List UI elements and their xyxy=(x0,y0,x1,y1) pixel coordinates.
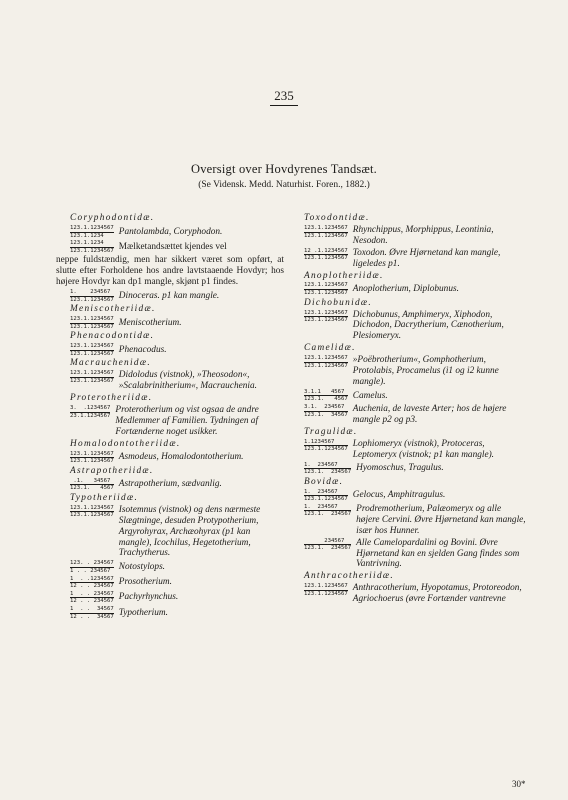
dental-formula-row xyxy=(56,576,284,590)
dental-formula-row xyxy=(290,583,526,605)
genus-list: Dichobunus, Amphimeryx, Xiphodon, Dichodon, Dacrytherium, Cænotherium, Plesiomeryx. xyxy=(352,309,504,342)
dental-formula: 123.1.1234567 123.1.1234567 xyxy=(304,309,348,324)
dental-formula: 3.1. 234567 123.1. 34567 xyxy=(304,404,348,418)
dental-formula-row xyxy=(56,505,284,560)
genus-list: Isotemnus (vistnok) og dens nærmeste Slægtninge, desuden Protypotherium, Argyrohyrax, Archæohyrax (p1 kan mangle), Icochilus, Hegetotherium, Trachytherus. xyxy=(118,504,261,559)
dental-formula: 3.1.1 4567 123.1. 4567 xyxy=(304,388,348,403)
genus-list: Gelocus, Amphitragulus. xyxy=(352,490,446,501)
genus-list: »Poëbrotherium«, Gomphotherium, Protolabis, Procamelus (i1 og i2 kunne mangle). xyxy=(352,355,499,387)
dental-formula-row xyxy=(56,591,284,605)
family-heading: Homalodontotheriidæ. xyxy=(70,438,181,449)
dental-formula: 1. 234567 123.1. 234567 xyxy=(304,461,352,476)
family-heading: Coryphodontidæ. xyxy=(70,213,155,223)
genus-list: Didolodus (vistnok), »Theosodon«, »Scalabrinitherium«, Macrauchenia. xyxy=(118,370,257,392)
dental-formula: 123. . 234567 1 . . 234567 xyxy=(70,560,114,574)
dental-formula-row xyxy=(290,489,526,503)
family-heading: Dichobunidæ. xyxy=(304,297,373,308)
family-heading: Astrapotheriidæ. xyxy=(70,465,154,476)
genus-list: Phenacodus. xyxy=(118,344,167,355)
page-title: Oversigt over Hovdyrenes Tandsæt. xyxy=(190,162,378,176)
dental-formula: 123.1.1234567 123.1.1234567 xyxy=(304,282,348,297)
dental-formula-row xyxy=(290,504,526,537)
genus-list: Hyomoschus, Tragulus. xyxy=(356,463,444,474)
right-column xyxy=(290,212,526,606)
dental-formula-row xyxy=(290,310,526,343)
dental-formula: 1.1234567 123.1.1234567 xyxy=(304,438,348,453)
genus-list: Camelus. xyxy=(352,390,388,401)
dental-formula-row xyxy=(290,248,526,270)
family-heading: Macrauchenidæ. xyxy=(70,358,151,369)
genus-list: Auchenia, de laveste Arter; hos de højere mangle p2 og p3. xyxy=(352,404,507,425)
dental-formula-row xyxy=(290,282,526,296)
dental-formula-row xyxy=(290,225,526,247)
dental-formula-row xyxy=(56,405,284,438)
genus-list: Pantolambda, Coryphodon. xyxy=(118,226,223,237)
dental-formula-row xyxy=(290,355,526,388)
dental-formula-row xyxy=(56,606,284,620)
genus-list: Dinoceras. p1 kan mangle. xyxy=(118,290,220,301)
family-heading: Typotheriidæ. xyxy=(70,492,139,503)
family-heading: Proterotheriidæ. xyxy=(70,393,153,404)
dental-formula: 123.1.1234567 123.1.1234567 xyxy=(70,370,114,384)
dental-formula: 1. 234567 123.1.1234567 xyxy=(304,488,348,503)
dental-formula: 12 .1.1234567 123.1.1234567 xyxy=(304,247,348,262)
genus-list: Notostylops. xyxy=(118,561,166,572)
family-heading: Meniscotheriidæ. xyxy=(70,304,156,315)
family-heading: Bovidæ. xyxy=(304,476,344,487)
genus-list: Pachyrhynchus. xyxy=(118,592,179,603)
dental-formula-row xyxy=(56,451,284,465)
family-heading: Phenacodontidæ. xyxy=(70,331,155,342)
dental-formula: 123.1.1234567 123.1.1234567 xyxy=(304,224,348,239)
family-heading: Camelidæ. xyxy=(304,343,356,354)
dental-formula: 123.1.1234567 123.1.1234567 xyxy=(304,583,348,597)
genus-list: Anoplotherium, Diplobunus. xyxy=(352,284,459,295)
dental-formula: 123.1.1234567 123.1.1234 xyxy=(70,224,114,239)
genus-list: Lophiomeryx (vistnok), Protoceras, Leptomeryx (vistnok; p1 kan mangle). xyxy=(352,438,495,460)
genus-list: Rhynchippus, Morphippus, Leontinia, Nesodon. xyxy=(352,224,494,246)
dental-formula-row xyxy=(56,240,284,254)
dental-formula: 1 . . 34567 12 . . 34567 xyxy=(70,605,114,620)
genus-list: Prodremotherium, Palæomeryx og alle højere Cervini. Øvre Hjørnetand kan mangle, især hos Hunner. xyxy=(356,503,526,536)
genus-list: Proterotherium og vist ogsaa de andre Medlemmer af Familien. Tydningen af Fortænderne noget usikker. xyxy=(115,405,259,437)
family-heading: Tragulidæ. xyxy=(304,426,358,437)
family-heading: Toxodontidæ. xyxy=(304,213,370,223)
dental-formula-row xyxy=(56,478,284,492)
left-column xyxy=(56,212,284,621)
genus-list: Typotherium. xyxy=(118,607,168,618)
genus-list: Asmodeus, Homalodontotherium. xyxy=(118,452,244,463)
dental-formula: 234567 123.1. 234567 xyxy=(304,537,352,552)
dental-formula: 123.1.1234567 123.1.1234567 xyxy=(70,316,114,330)
dental-formula: 1 . .1234567 12 . . 234567 xyxy=(70,575,114,590)
dental-formula: 123.1.1234567 123.1.1234567 xyxy=(70,343,114,357)
dental-formula-row xyxy=(56,289,284,303)
dental-formula-row xyxy=(56,560,284,574)
dental-formula-row xyxy=(56,316,284,330)
genus-list: Anthracotherium, Hyopotamus, Protoreodon, Agriochoerus (øvre Fortænder vantrevne xyxy=(352,583,522,605)
dental-formula-row xyxy=(56,225,284,239)
dental-formula: 123.1.1234567 123.1.1234567 xyxy=(70,450,114,465)
genus-list: Astrapotherium, sædvanlig. xyxy=(118,479,222,490)
dental-formula-row xyxy=(56,370,284,392)
genus-list: Meniscotherium. xyxy=(118,317,182,328)
genus-list: Prosotherium. xyxy=(118,577,172,588)
page-number: 235 xyxy=(0,88,568,106)
dental-formula-row xyxy=(290,538,526,571)
dental-formula: 1 . . 234567 12 . . 234567 xyxy=(70,590,114,605)
family-heading: Anthracotheriidæ. xyxy=(304,571,395,582)
dental-formula: 1. 234567 123.1. 234567 xyxy=(304,503,352,518)
family-heading: Anoplotheriidæ. xyxy=(304,270,384,281)
dental-formula-row xyxy=(290,404,526,426)
dental-formula: 3. .1234567 23.1.1234567 xyxy=(70,405,111,419)
page-subtitle: (Se Vidensk. Medd. Naturhist. Foren., 1882.) xyxy=(198,180,370,190)
genus-list: Toxodon. Øvre Hjørnetand kan mangle, ligeledes p1. xyxy=(352,247,501,269)
dental-formula: 123.1.1234567 123.1.1234567 xyxy=(70,504,114,519)
paragraph: neppe fuldstændig, men har sikkert været som opført, at slutte efter Forholdene hos andre lavtstaaende Hovdyr; hos højere Hovdyr kan dp1 mangle, skjønt p1 findes. xyxy=(56,255,284,288)
dental-formula-row xyxy=(290,439,526,461)
formula-note: Mælketandsættet kjendes vel xyxy=(118,241,227,252)
dental-formula-row xyxy=(290,389,526,403)
dental-formula-row xyxy=(290,462,526,476)
dental-formula: 123.1.1234567 123.1.1234567 xyxy=(304,355,348,369)
dental-formula: .1. 34567 123.1. 4567 xyxy=(70,477,114,492)
signature-mark: 30* xyxy=(512,779,526,789)
genus-list: Alle Camelopardalini og Bovini. Øvre Hjørnetand kan en sjelden Gang findes som Vantrivning. xyxy=(356,537,520,570)
dental-formula: 1. 234567 123.1.1234567 xyxy=(70,289,114,303)
dental-formula-row xyxy=(56,343,284,357)
dental-formula: 123.1.1234 123.1.1234567 xyxy=(70,240,114,254)
